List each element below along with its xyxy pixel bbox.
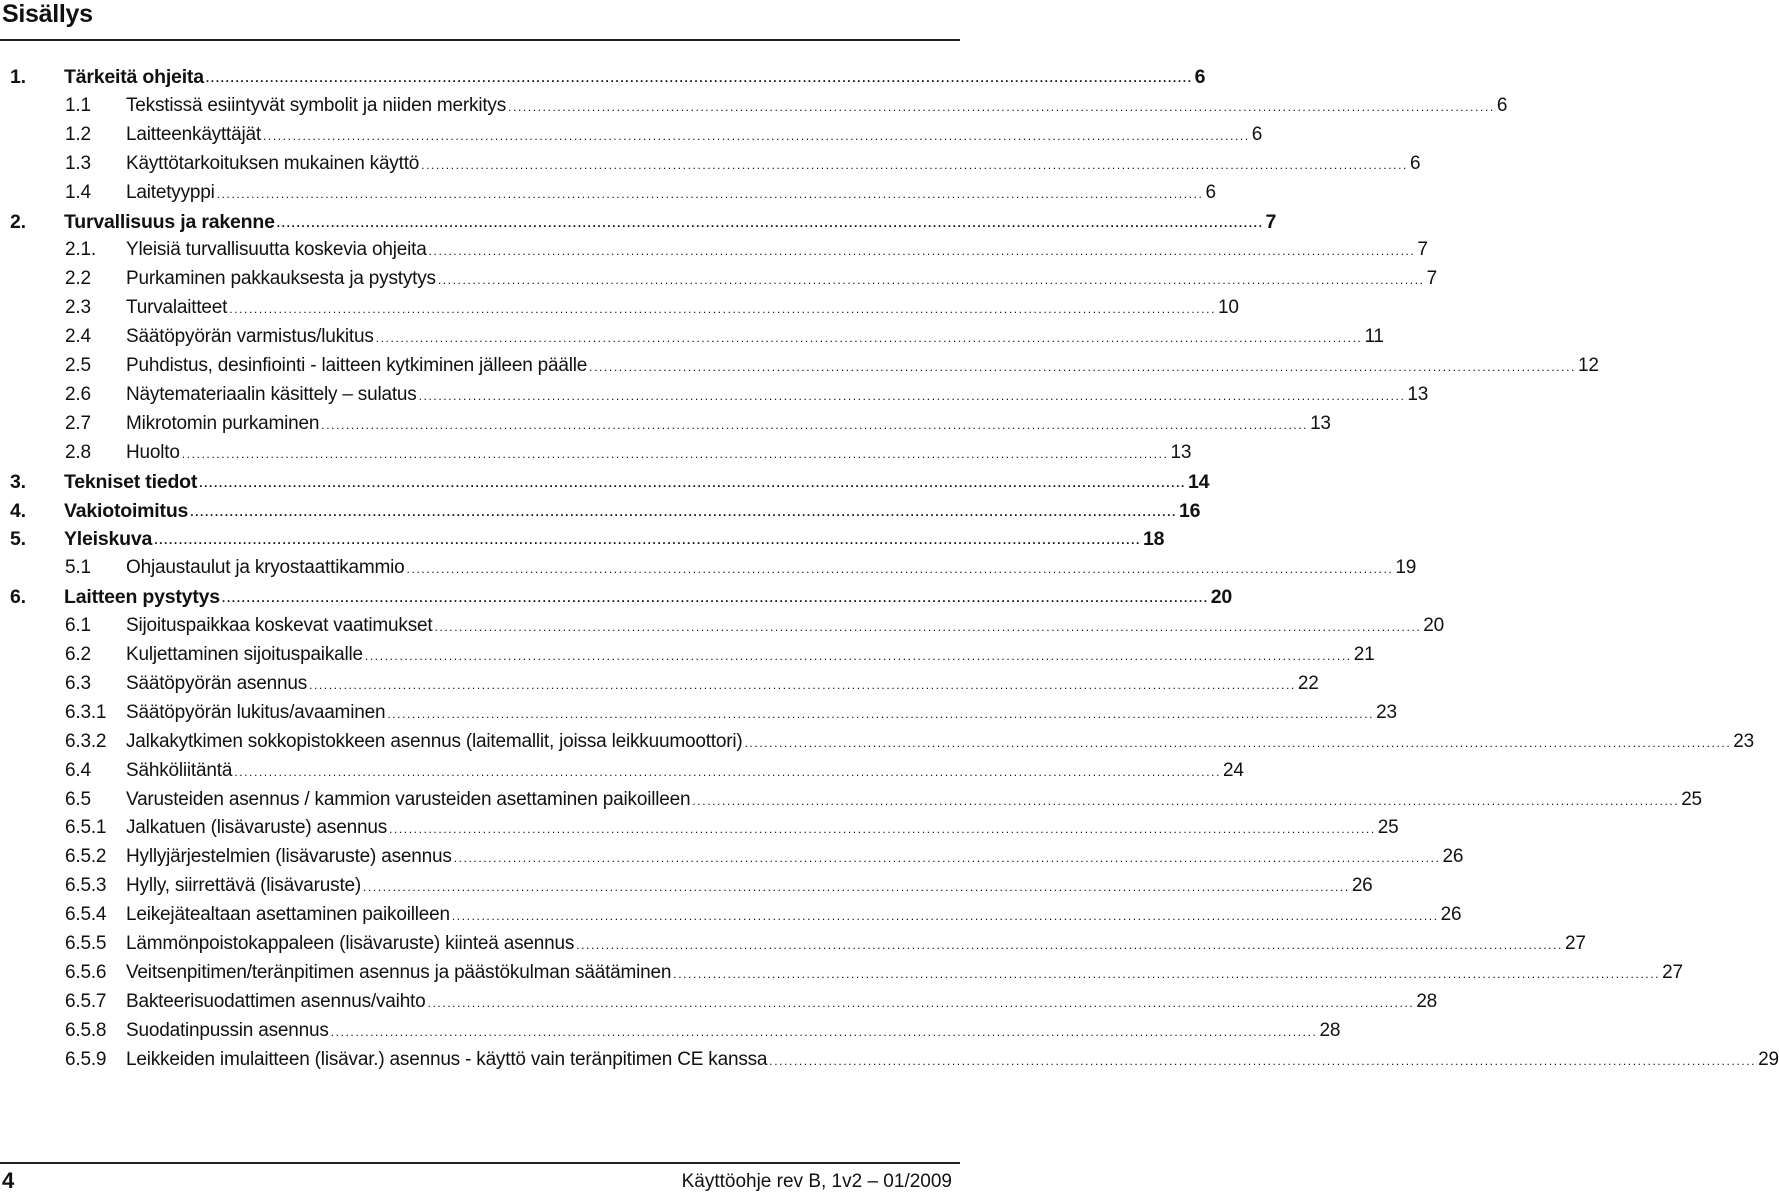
toc-entry-label: Laitteenkäyttäjät [126, 123, 261, 145]
toc-entry-line [126, 266, 1437, 292]
toc-entry-label: Turvalaitteet [126, 297, 228, 319]
toc-entry-number: 6.5.7 [65, 990, 107, 1012]
toc-entry-page: 27 [1564, 933, 1586, 954]
toc-entry-line [126, 902, 1462, 928]
toc-chapter-entry[interactable] [0, 496, 1201, 525]
toc-entry-label: Yleisiä turvallisuutta koskevia ohjeita [126, 239, 427, 261]
toc-dot-leader: ........................................................................................................................................................................................................ [692, 793, 1680, 808]
toc-section-entry[interactable] [0, 756, 1244, 785]
toc-entry-label: Kuljettaminen sijoituspaikalle [126, 644, 363, 665]
toc-entry-number: 6.3.2 [65, 730, 107, 752]
toc-dot-leader: ........................................................................................................................................................................................................ [508, 99, 1495, 114]
toc-entry-number: 2.3 [65, 297, 91, 319]
toc-entry-label: Puhdistus, desinfiointi - laitteen kytkiminen jälleen päälle [126, 355, 588, 376]
toc-dot-leader: ........................................................................................................................................................................................................ [418, 388, 1406, 403]
toc-section-entry[interactable] [0, 1016, 1341, 1045]
toc-dot-leader: ........................................................................................................................................................................................................ [262, 128, 1250, 143]
toc-entry-page: 27 [1662, 961, 1683, 983]
toc-entry-number: 6.5.9 [65, 1048, 107, 1070]
toc-section-entry[interactable] [0, 380, 1429, 409]
toc-entry-line [126, 237, 1428, 263]
toc-dot-leader: ........................................................................................................................................................................................................ [154, 533, 1141, 548]
toc-section-entry[interactable] [0, 813, 1399, 842]
toc-entry-line [126, 758, 1244, 784]
toc-chapter-entry[interactable] [0, 62, 1206, 91]
toc-entry-line [126, 844, 1464, 870]
toc-entry-page: 13 [1170, 441, 1192, 463]
toc-entry-number: 1.3 [65, 152, 91, 174]
toc-entry-label: Turvallisuus ja rakenne [64, 210, 275, 233]
toc-dot-leader: ........................................................................................................................................................................................................ [234, 764, 1221, 779]
toc-entry-label: Laitetyyppi [126, 181, 215, 203]
toc-section-entry[interactable] [0, 640, 1375, 669]
toc-dot-leader: ........................................................................................................................................................................................................ [744, 735, 1732, 750]
toc-dot-leader: ........................................................................................................................................................................................................ [276, 215, 1264, 230]
toc-entry-page: 25 [1377, 817, 1399, 839]
toc-section-entry[interactable] [0, 409, 1331, 438]
toc-entry-line [126, 729, 1755, 755]
toc-entry-number: 6.5.5 [65, 933, 107, 954]
toc-entry-number: 6.3 [65, 672, 91, 694]
toc-entry-number: 2.2 [65, 268, 91, 290]
toc-section-entry[interactable] [0, 120, 1263, 149]
toc-entry-label: Huolto [126, 441, 180, 463]
toc-entry-number: 5.1 [65, 557, 91, 579]
toc-entry-label: Jalkakytkimen sokkopistokkeen asennus (laitemallit, joissa leikkuumoottori) [126, 730, 743, 752]
toc-entry-number: 6.5.4 [65, 904, 107, 926]
toc-dot-leader: ........................................................................................................................................................................................................ [434, 620, 1422, 635]
toc-dot-leader: ........................................................................................................................................................................................................ [363, 880, 1350, 895]
toc-section-entry[interactable] [0, 958, 1683, 987]
toc-entry-page: 11 [1364, 326, 1384, 348]
toc-section-entry[interactable] [0, 322, 1384, 351]
toc-section-entry[interactable] [0, 1045, 1779, 1074]
toc-entry-page: 28 [1319, 1019, 1341, 1041]
toc-section-entry[interactable] [0, 611, 1444, 640]
toc-dot-leader: ........................................................................................................................................................................................................ [387, 706, 1375, 721]
toc-entry-number: 2.6 [65, 383, 91, 405]
toc-entry-number: 1.1 [65, 94, 91, 116]
toc-entry-line [126, 324, 1384, 350]
toc-entry-line [126, 613, 1444, 639]
toc-section-entry[interactable] [0, 91, 1508, 120]
toc-dot-leader: ........................................................................................................................................................................................................ [229, 302, 1217, 317]
toc-entry-number: 2.7 [65, 412, 91, 434]
toc-section-entry[interactable] [0, 698, 1397, 727]
toc-section-entry[interactable] [0, 264, 1437, 293]
toc-entry-page: 19 [1395, 557, 1417, 579]
toc-entry-number: 2.4 [65, 326, 91, 348]
toc-entry-label: Tekstissä esiintyvät symbolit ja niiden merkitys [126, 94, 507, 116]
toc-entry-number: 6.5 [65, 788, 91, 810]
toc-entry-page: 6 [1409, 152, 1421, 174]
toc-dot-leader: ........................................................................................................................................................................................................ [428, 244, 1416, 259]
toc-dot-leader: ........................................................................................................................................................................................................ [769, 1053, 1757, 1068]
toc-entry-label: Purkaminen pakkauksesta ja pystytys [126, 268, 436, 290]
toc-entry-number: 2.5 [65, 355, 91, 376]
toc-entry-number: 2. [10, 210, 26, 233]
toc-entry-line [126, 873, 1373, 899]
toc-entry-number: 3. [10, 470, 26, 493]
toc-section-entry[interactable] [0, 438, 1192, 467]
toc-entry-page: 26 [1440, 904, 1462, 926]
toc-entry-page: 24 [1223, 759, 1244, 781]
toc-dot-leader: ........................................................................................................................................................................................................ [453, 851, 1441, 866]
toc-entry-line [126, 151, 1421, 177]
toc-dot-leader: ........................................................................................................................................................................................................ [309, 677, 1296, 692]
toc-entry-page: 7 [1417, 239, 1428, 261]
toc-entry-label: Varusteiden asennus / kammion varusteiden asettaminen paikoilleen [126, 788, 691, 810]
toc-entry-number: 1.4 [65, 181, 91, 203]
toc-entry-page: 20 [1210, 586, 1232, 609]
toc-chapter-entry[interactable] [0, 467, 1210, 496]
footer-divider [0, 1162, 960, 1164]
toc-entry-line [126, 295, 1239, 321]
toc-entry-page: 13 [1407, 383, 1429, 405]
toc-entry-label: Yleiskuva [64, 528, 153, 551]
toc-entry-line [126, 180, 1216, 206]
toc-entry-page: 20 [1423, 615, 1444, 637]
footer-document-info: Käyttöohje rev B, 1v2 – 01/2009 [681, 1171, 952, 1192]
toc-entry-number: 6.3.1 [65, 701, 107, 723]
toc-chapter-entry[interactable] [0, 207, 1277, 236]
toc-entry-number: 2.1. [65, 239, 96, 261]
toc-section-entry[interactable] [0, 235, 1428, 264]
toc-entry-line [126, 671, 1319, 697]
toc-entry-line [126, 960, 1683, 986]
toc-entry-line [126, 1047, 1779, 1073]
toc-section-entry[interactable] [0, 842, 1464, 871]
toc-entry-number: 6.5.3 [65, 875, 107, 897]
toc-entry-line [126, 382, 1429, 408]
toc-entry-line [126, 555, 1417, 581]
toc-dot-leader: ........................................................................................................................................................................................................ [427, 995, 1415, 1010]
toc-entry-line [64, 526, 1165, 552]
toc-entry-line [126, 642, 1375, 668]
toc-dot-leader: ........................................................................................................................................................................................................ [451, 909, 1439, 924]
toc-entry-label: Veitsenpitimen/teränpitimen asennus ja päästökulman säätäminen [126, 961, 672, 983]
toc-entry-page: 26 [1442, 846, 1464, 868]
toc-entry-page: 6 [1205, 181, 1216, 203]
toc-entry-label: Leikejätealtaan asettaminen paikoilleen [126, 904, 450, 926]
toc-entry-page: 7 [1265, 210, 1277, 233]
toc-entry-line [126, 93, 1508, 119]
toc-entry-label: Säätöpyörän asennus [126, 672, 308, 694]
toc-entry-label: Ohjaustaulut ja kryostaattikammio [126, 557, 405, 579]
toc-entry-page: 21 [1353, 644, 1375, 665]
toc-entry-page: 13 [1310, 412, 1331, 434]
toc-entry-label: Näytemateriaalin käsittely – sulatus [126, 383, 417, 405]
toc-entry-page: 12 [1577, 355, 1599, 376]
toc-entry-number: 6.5.8 [65, 1019, 107, 1041]
toc-entry-page: 6 [1194, 66, 1206, 88]
toc-entry-label: Hylly, siirrettävä (lisävaruste) [126, 875, 362, 897]
toc-entry-page: 14 [1187, 470, 1210, 493]
toc-entry-number: 6.5.6 [65, 961, 107, 983]
toc-entry-line [126, 989, 1438, 1015]
toc-entry-label: Sähköliitäntä [126, 759, 233, 781]
toc-entry-number: 6. [10, 586, 26, 609]
toc-entry-label: Tärkeitä ohjeita [64, 66, 204, 88]
toc-section-entry[interactable] [0, 178, 1216, 207]
toc-entry-page: 6 [1496, 94, 1508, 116]
toc-entry-line [126, 931, 1586, 957]
toc-entry-number: 5. [10, 528, 26, 551]
toc-entry-page: 28 [1416, 990, 1438, 1012]
toc-entry-page: 26 [1351, 875, 1373, 897]
toc-section-entry[interactable] [0, 149, 1421, 178]
toc-dot-leader: ........................................................................................................................................................................................................ [181, 446, 1169, 461]
toc-section-entry[interactable] [0, 900, 1462, 929]
toc-entry-page: 25 [1681, 788, 1702, 810]
toc-entry-number: 2.8 [65, 441, 91, 463]
toc-entry-label: Bakteerisuodattimen asennus/vaihto [126, 990, 426, 1012]
toc-chapter-entry[interactable] [0, 582, 1232, 611]
toc-dot-leader: ........................................................................................................................................................................................................ [330, 1024, 1318, 1039]
toc-entry-number: 6.5.1 [65, 817, 107, 839]
toc-section-entry[interactable] [0, 987, 1438, 1016]
toc-entry-number: 6.2 [65, 644, 91, 665]
toc-chapter-entry[interactable] [0, 524, 1165, 553]
toc-entry-page: 10 [1218, 297, 1239, 319]
toc-section-entry[interactable] [0, 785, 1702, 814]
footer-page-number: 4 [2, 1168, 15, 1193]
toc-section-entry[interactable] [0, 727, 1755, 756]
toc-entry-label: Suodatinpussin asennus [126, 1019, 329, 1041]
toc-entry-number: 4. [10, 499, 26, 522]
toc-entry-label: Lämmönpoistokappaleen (lisävaruste) kiinteä asennus [126, 933, 575, 954]
toc-entry-page: 7 [1426, 268, 1437, 290]
toc-dot-leader: ........................................................................................................................................................................................................ [190, 504, 1177, 519]
toc-dot-leader: ........................................................................................................................................................................................................ [221, 591, 1209, 606]
toc-entry-page: 6 [1251, 123, 1263, 145]
toc-dot-leader: ........................................................................................................................................................................................................ [205, 71, 1193, 85]
title-divider [0, 39, 960, 41]
toc-dot-leader: ........................................................................................................................................................................................................ [406, 562, 1394, 577]
toc-entry-line [126, 700, 1397, 726]
page-title: Sisällys [2, 0, 93, 28]
toc-entry-page: 22 [1297, 672, 1319, 694]
toc-section-entry[interactable] [0, 871, 1373, 900]
toc-entry-number: 1. [10, 66, 26, 88]
toc-section-entry[interactable] [0, 293, 1239, 322]
toc-entry-number: 1.2 [65, 123, 91, 145]
toc-entry-page: 23 [1376, 701, 1397, 723]
toc-entry-number: 6.1 [65, 615, 91, 637]
toc-section-entry[interactable] [0, 669, 1319, 698]
toc-entry-line [64, 584, 1232, 610]
toc-dot-leader: ........................................................................................................................................................................................................ [375, 331, 1363, 346]
toc-entry-label: Sijoituspaikkaa koskevat vaatimukset [126, 615, 433, 637]
toc-entry-label: Käyttötarkoituksen mukainen käyttö [126, 152, 420, 174]
toc-entry-label: Jalkatuen (lisävaruste) asennus [126, 817, 387, 839]
toc-entry-page: 29 [1758, 1048, 1779, 1070]
toc-dot-leader: ........................................................................................................................................................................................................ [673, 966, 1661, 981]
toc-entry-page: 16 [1178, 499, 1201, 522]
toc-entry-line [126, 353, 1599, 379]
toc-entry-line [126, 787, 1702, 813]
toc-entry-line [126, 440, 1192, 466]
toc-section-entry[interactable] [0, 351, 1599, 380]
toc-entry-line [64, 469, 1210, 495]
toc-dot-leader: ........................................................................................................................................................................................................ [199, 475, 1186, 490]
toc-entry-label: Mikrotomin purkaminen [126, 412, 320, 434]
toc-entry-page: 18 [1142, 528, 1165, 551]
toc-entry-line [126, 122, 1263, 148]
toc-entry-line [126, 1018, 1341, 1044]
toc-entry-line [64, 64, 1206, 90]
toc-entry-label: Leikkeiden imulaitteen (lisävar.) asennus - käyttö vain teränpitimen CE kanssa [126, 1048, 768, 1070]
toc-dot-leader: ........................................................................................................................................................................................................ [437, 273, 1425, 288]
toc-entry-page: 23 [1733, 730, 1755, 752]
toc-entry-label: Säätöpyörän varmistus/lukitus [126, 326, 374, 348]
toc-dot-leader: ........................................................................................................................................................................................................ [576, 938, 1563, 952]
toc-entry-line [126, 815, 1399, 841]
toc-entry-label: Vakiotoimitus [64, 499, 189, 522]
toc-entry-number: 6.4 [65, 759, 91, 781]
toc-entry-line [126, 411, 1331, 437]
toc-dot-leader: ........................................................................................................................................................................................................ [321, 417, 1309, 432]
toc-dot-leader: ........................................................................................................................................................................................................ [216, 186, 1204, 201]
toc-entry-label: Tekniset tiedot [64, 470, 198, 493]
toc-entry-line [64, 498, 1201, 524]
toc-dot-leader: ........................................................................................................................................................................................................ [364, 649, 1352, 663]
toc-dot-leader: ........................................................................................................................................................................................................ [589, 360, 1576, 374]
toc-entry-line [64, 209, 1277, 235]
toc-entry-label: Hyllyjärjestelmien (lisävaruste) asennus [126, 846, 452, 868]
toc-section-entry[interactable] [0, 929, 1586, 958]
toc-entry-number: 6.5.2 [65, 846, 107, 868]
toc-entry-label: Laitteen pystytys [64, 586, 220, 609]
toc-entry-label: Säätöpyörän lukitus/avaaminen [126, 701, 386, 723]
toc-dot-leader: ........................................................................................................................................................................................................ [389, 822, 1376, 837]
toc-dot-leader: ........................................................................................................................................................................................................ [421, 157, 1408, 172]
toc-section-entry[interactable] [0, 553, 1417, 582]
